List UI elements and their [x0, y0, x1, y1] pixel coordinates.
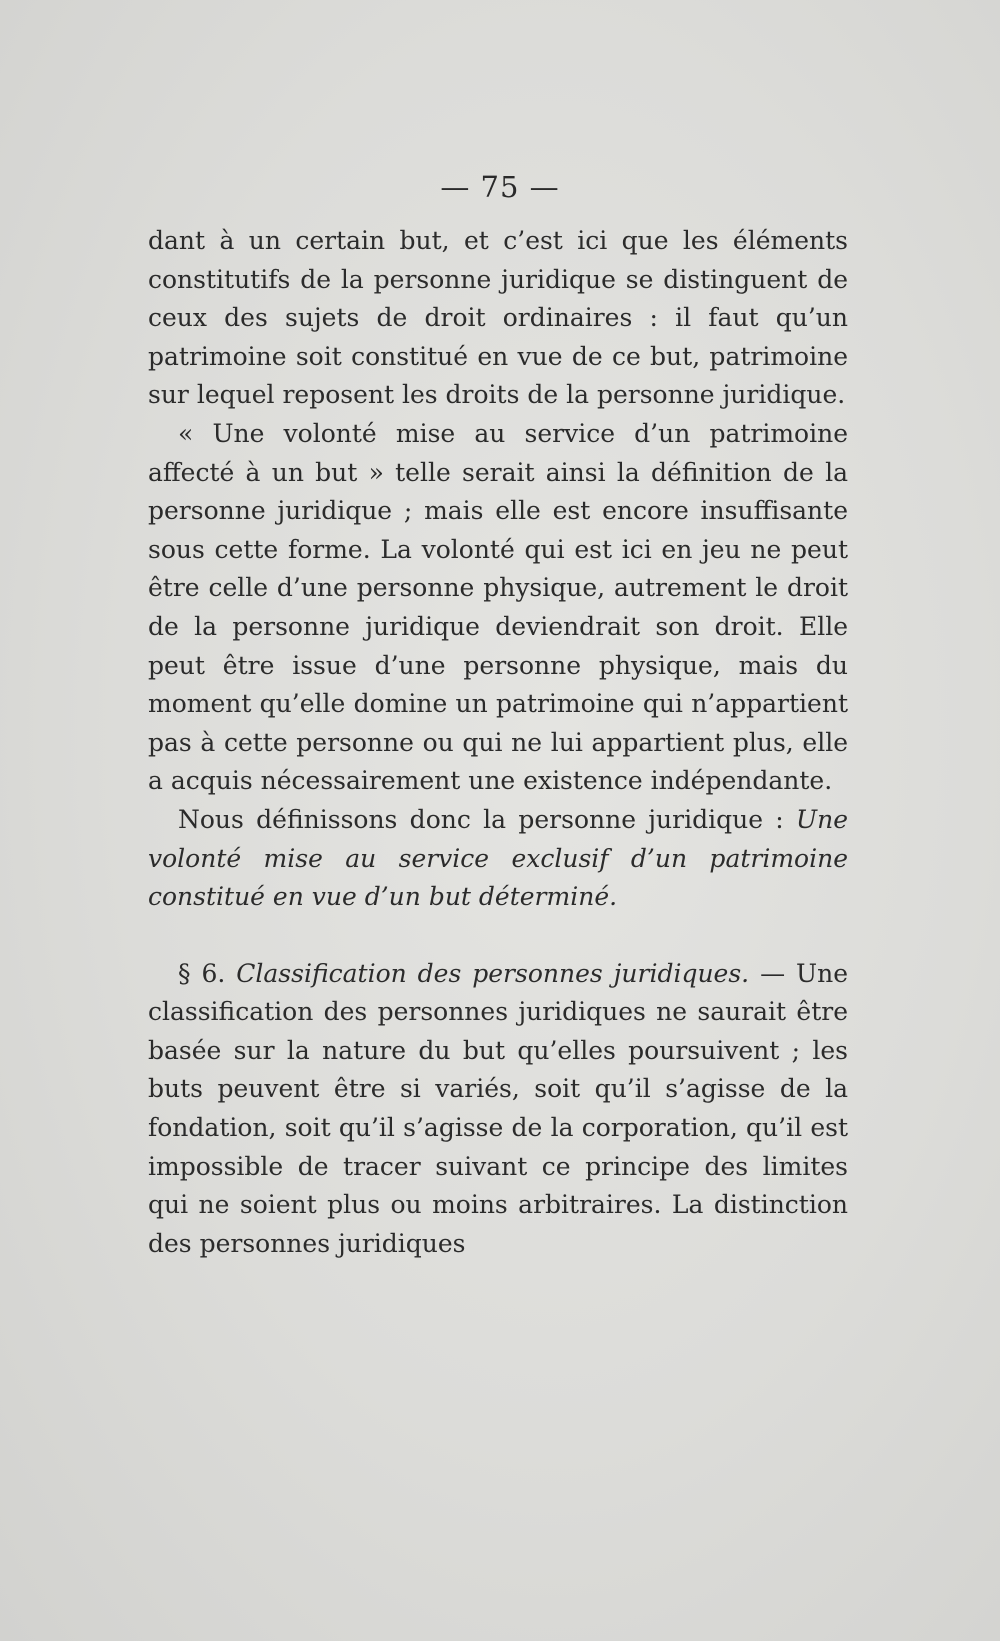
definition-lead: Nous définissons donc la personne juridique :: [178, 804, 797, 834]
section-6: [148, 955, 848, 1264]
paragraph-2: « Une volonté mise au service d’un patrimoine affecté à un but » telle serait ainsi la définition de la personne juridique ; mais elle est encore insuffisante sous cette forme. La volonté qui est ici en jeu ne peut être celle d’une personne physique, autrement le droit de la personne juridique deviendrait son droit. Elle peut être issue d’une personne physique, mais du moment qu’elle domine un patrimoine qui n’appartient pas à cette personne ou qui ne lui appartient plus, elle a acquis nécessairement une existence indépendante.: [148, 418, 848, 796]
section-gap: [148, 917, 848, 955]
section-body: Une classification des personnes juridiques ne saurait être basée sur la nature du but qu’elles poursuivent ; les buts peuvent être si variés, soit qu’il s’agisse de la fondation, soit qu’il s’agisse de la corporation, qu’il est impossible de tracer suivant ce principe des limites qui ne soient plus ou moins arbitraires. La distinction des personnes juridiques: [148, 958, 849, 1258]
paragraph-3: [148, 801, 848, 917]
section-title: Classification des personnes juridiques.: [236, 958, 750, 988]
page-number: — 75 —: [440, 170, 560, 204]
section-number: § 6.: [178, 958, 237, 988]
section-dash: —: [749, 958, 797, 988]
body-text: [148, 222, 848, 1263]
paragraph-1: dant à un certain but, et c’est ici que les éléments constitutifs de la personne juridique se distinguent de ceux des sujets de droit ordinaires : il faut qu’un patrimoine soit constitué en vue de ce but, patrimoine sur lequel reposent les droits de la personne juridique.: [148, 226, 848, 410]
definition-italic: Une volonté mise au service exclusif d’un patrimoine constitué en vue d’un but déterminé.: [148, 804, 848, 912]
